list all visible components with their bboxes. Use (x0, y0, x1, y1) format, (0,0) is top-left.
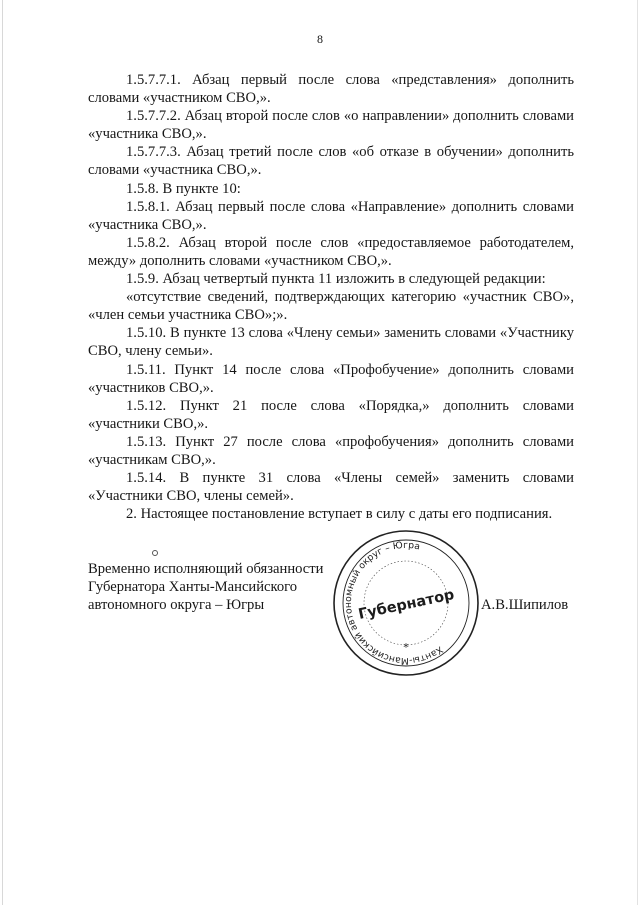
paragraph: 1.5.7.7.2. Абзац второй после слов «о направлении» дополнить словами «участника СВО,». (88, 108, 574, 143)
amendment-text (88, 71, 574, 523)
paragraph: 1.5.8.2. Абзац второй после слов «предоставляемое работодателем, между» дополнить словами «участником СВО,». (88, 234, 574, 269)
page-number: 8 (317, 32, 323, 46)
scan-edge-right (637, 0, 638, 905)
signatory-name: А.В.Шипилов (481, 597, 569, 613)
paragraph: 1.5.8. В пункте 10: (126, 180, 241, 197)
position-line: Временно исполняющий обязанности (88, 561, 324, 577)
paragraph: 1.5.10. В пункте 13 слова «Члену семьи» заменить словами «Участнику СВО, члену семьи». (88, 325, 574, 360)
ink-dot (152, 550, 158, 556)
position-line: Губернатора Ханты-Мансийского (88, 579, 298, 596)
paragraph: 1.5.7.7.1. Абзац первый после слова «представления» дополнить словами «участником СВО,». (88, 72, 574, 107)
seal-star: * (403, 641, 409, 654)
paragraph: 1.5.8.1. Абзац первый после слова «Направление» дополнить словами «участника СВО,». (88, 198, 574, 233)
paragraph: 1.5.9. Абзац четвертый пункта 11 изложить в следующей редакции: (126, 271, 546, 288)
official-seal (328, 525, 484, 681)
position-line: автономного округа – Югры (88, 597, 265, 614)
paragraph: 1.5.7.7.3. Абзац третий после слов «об отказе в обучении» дополнить словами «участника СВО,». (88, 144, 574, 179)
paragraph: «отсутствие сведений, подтверждающих категорию «участник СВО», «член семьи участника СВО»;». (88, 289, 574, 324)
seal-center-text: Губернатор (357, 586, 456, 623)
paragraph: 2. Настоящее постановление вступает в силу с даты его подписания. (126, 506, 553, 523)
paragraph: 1.5.13. Пункт 27 после слова «профобучения» дополнить словами «участникам СВО,». (88, 433, 574, 468)
paragraph: 1.5.12. Пункт 21 после слова «Порядка,» дополнить словами «участники СВО,». (88, 397, 574, 432)
signatory-position (88, 560, 348, 614)
scan-edge-left (2, 0, 3, 905)
seal-ring-text: Ханты-Мансийский автономный округ – Югра (342, 539, 445, 667)
paragraph: 1.5.14. В пункте 31 слова «Члены семей» заменить словами «Участники СВО, члены семей». (88, 470, 574, 505)
paragraph: 1.5.11. Пункт 14 после слова «Профобучение» дополнить словами «участников СВО,». (88, 361, 574, 396)
